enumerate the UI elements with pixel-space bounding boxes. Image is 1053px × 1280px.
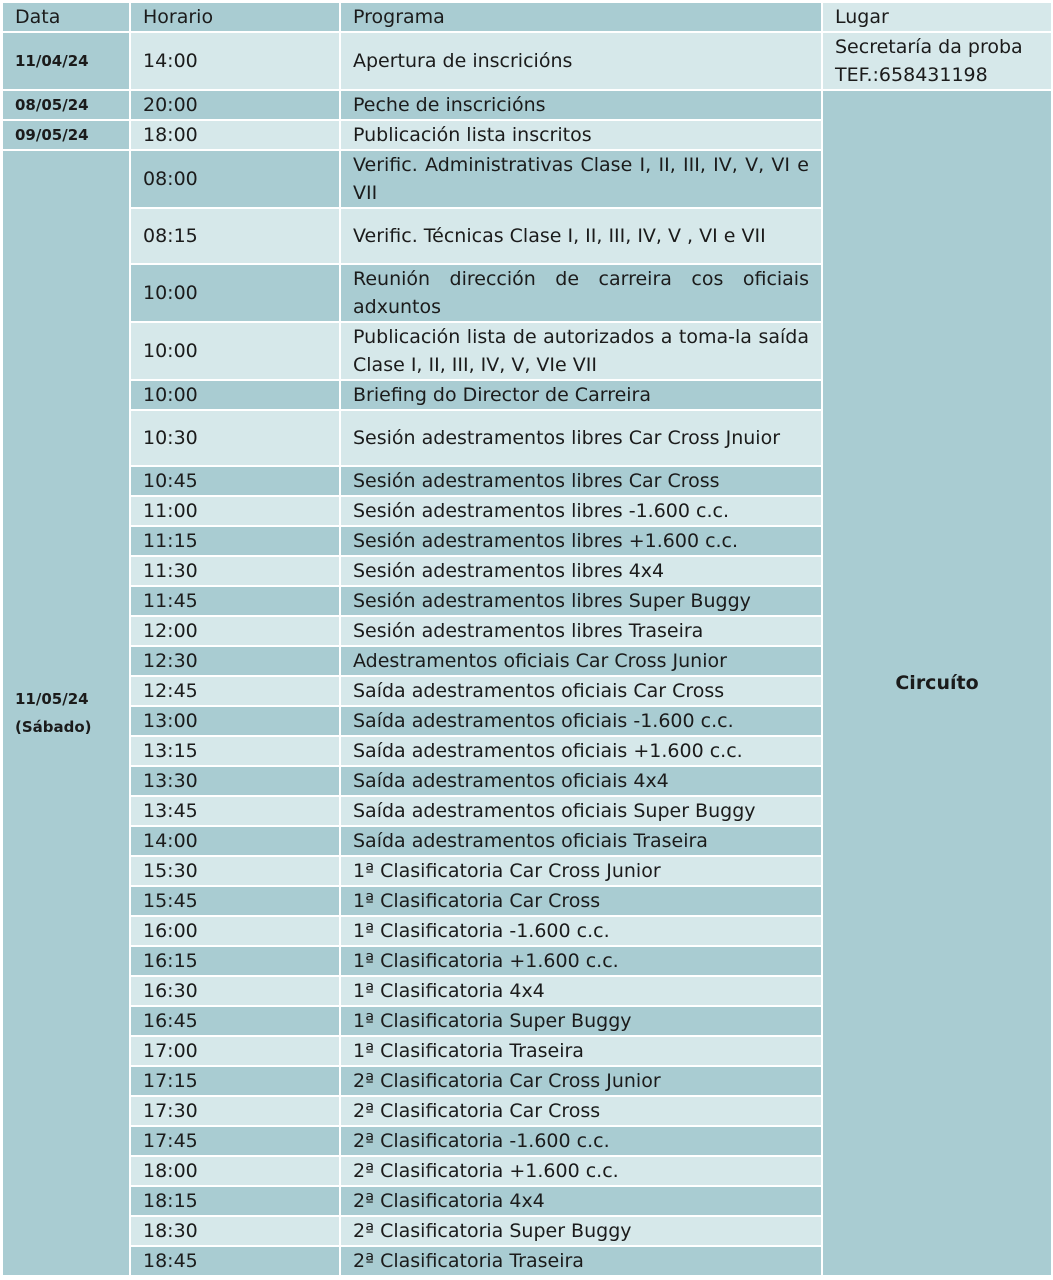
table-row bbox=[2, 32, 1052, 90]
date-label: 09/05/24 bbox=[15, 126, 89, 144]
program-cell: Publicación lista inscritos bbox=[340, 120, 822, 150]
time-cell: 16:15 bbox=[130, 946, 340, 976]
time-cell: 14:00 bbox=[130, 826, 340, 856]
program-cell: 1ª Clasificatoria 4x4 bbox=[340, 976, 822, 1006]
date-label: 11/05/24 bbox=[15, 690, 89, 708]
time-cell: 18:00 bbox=[130, 1156, 340, 1186]
program-cell: 2ª Clasificatoria Super Buggy bbox=[340, 1216, 822, 1246]
date-label: 08/05/24 bbox=[15, 96, 89, 114]
time-cell: 16:30 bbox=[130, 976, 340, 1006]
header-time: Horario bbox=[130, 2, 340, 32]
program-cell: Adestramentos oficiais Car Cross Junior bbox=[340, 646, 822, 676]
place-cell-secretaria bbox=[822, 32, 1052, 90]
program-cell: Briefing do Director de Carreira bbox=[340, 380, 822, 410]
time-cell: 18:30 bbox=[130, 1216, 340, 1246]
program-cell: Saída adestramentos oficiais Super Buggy bbox=[340, 796, 822, 826]
program-cell: Saída adestramentos oficiais -1.600 c.c. bbox=[340, 706, 822, 736]
header-row bbox=[2, 2, 1052, 32]
time-cell: 11:45 bbox=[130, 586, 340, 616]
program-cell: 2ª Clasificatoria Car Cross bbox=[340, 1096, 822, 1126]
program-cell: Sesión adestramentos libres Car Cross Jnuior bbox=[340, 410, 822, 466]
time-cell: 13:30 bbox=[130, 766, 340, 796]
time-cell: 17:00 bbox=[130, 1036, 340, 1066]
time-cell: 17:45 bbox=[130, 1126, 340, 1156]
time-cell: 18:45 bbox=[130, 1246, 340, 1276]
place-secretaria-name: Secretaría da proba bbox=[835, 36, 1023, 58]
place-secretaria-phone: TEF.:658431198 bbox=[835, 64, 988, 86]
date-cell bbox=[2, 150, 130, 1276]
time-cell: 08:15 bbox=[130, 208, 340, 264]
time-cell: 16:45 bbox=[130, 1006, 340, 1036]
time-cell: 13:00 bbox=[130, 706, 340, 736]
program-cell: Saída adestramentos oficiais Car Cross bbox=[340, 676, 822, 706]
time-cell: 20:00 bbox=[130, 90, 340, 120]
program-cell: Sesión adestramentos libres Traseira bbox=[340, 616, 822, 646]
program-cell: Peche de inscricións bbox=[340, 90, 822, 120]
program-cell: Saída adestramentos oficiais Traseira bbox=[340, 826, 822, 856]
time-cell: 10:45 bbox=[130, 466, 340, 496]
program-cell: Verific. Administrativas Clase I, II, III, IV, V, VI e VII bbox=[340, 150, 822, 208]
program-cell: Saída adestramentos oficiais +1.600 c.c. bbox=[340, 736, 822, 766]
program-cell: 1ª Clasificatoria Car Cross bbox=[340, 886, 822, 916]
table-row bbox=[2, 90, 1052, 120]
program-cell: 2ª Clasificatoria 4x4 bbox=[340, 1186, 822, 1216]
time-cell: 11:00 bbox=[130, 496, 340, 526]
program-cell: Sesión adestramentos libres 4x4 bbox=[340, 556, 822, 586]
header-place: Lugar bbox=[822, 2, 1052, 32]
program-cell: 2ª Clasificatoria Car Cross Junior bbox=[340, 1066, 822, 1096]
time-cell: 17:30 bbox=[130, 1096, 340, 1126]
program-cell: Sesión adestramentos libres Car Cross bbox=[340, 466, 822, 496]
time-cell: 18:15 bbox=[130, 1186, 340, 1216]
program-cell: 1ª Clasificatoria Super Buggy bbox=[340, 1006, 822, 1036]
program-cell: 2ª Clasificatoria Traseira bbox=[340, 1246, 822, 1276]
time-cell: 10:00 bbox=[130, 322, 340, 380]
time-cell: 11:15 bbox=[130, 526, 340, 556]
time-cell: 17:15 bbox=[130, 1066, 340, 1096]
time-cell: 12:30 bbox=[130, 646, 340, 676]
program-cell: Sesión adestramentos libres +1.600 c.c. bbox=[340, 526, 822, 556]
program-cell: Publicación lista de autorizados a toma-la saída Clase I, II, III, IV, V, VIe VII bbox=[340, 322, 822, 380]
program-cell: Reunión dirección de carreira cos oficiais adxuntos bbox=[340, 264, 822, 322]
time-cell: 15:30 bbox=[130, 856, 340, 886]
time-cell: 13:45 bbox=[130, 796, 340, 826]
date-cell bbox=[2, 120, 130, 150]
program-cell: Apertura de inscricións bbox=[340, 32, 822, 90]
time-cell: 14:00 bbox=[130, 32, 340, 90]
program-cell: Sesión adestramentos libres Super Buggy bbox=[340, 586, 822, 616]
date-cell bbox=[2, 32, 130, 90]
time-cell: 11:30 bbox=[130, 556, 340, 586]
place-cell-circuit: Circuíto bbox=[822, 90, 1052, 1276]
date-label: 11/04/24 bbox=[15, 52, 89, 70]
time-cell: 10:00 bbox=[130, 264, 340, 322]
schedule-table bbox=[1, 1, 1053, 1277]
header-date: Data bbox=[2, 2, 130, 32]
time-cell: 16:00 bbox=[130, 916, 340, 946]
time-cell: 10:00 bbox=[130, 380, 340, 410]
program-cell: Verific. Técnicas Clase I, II, III, IV, V , VI e VII bbox=[340, 208, 822, 264]
time-cell: 13:15 bbox=[130, 736, 340, 766]
time-cell: 18:00 bbox=[130, 120, 340, 150]
program-cell: 2ª Clasificatoria -1.600 c.c. bbox=[340, 1126, 822, 1156]
time-cell: 10:30 bbox=[130, 410, 340, 466]
time-cell: 08:00 bbox=[130, 150, 340, 208]
program-cell: 1ª Clasificatoria Car Cross Junior bbox=[340, 856, 822, 886]
program-cell: 1ª Clasificatoria +1.600 c.c. bbox=[340, 946, 822, 976]
program-cell: 1ª Clasificatoria Traseira bbox=[340, 1036, 822, 1066]
day-label: (Sábado) bbox=[15, 718, 92, 736]
program-cell: Sesión adestramentos libres -1.600 c.c. bbox=[340, 496, 822, 526]
program-cell: 1ª Clasificatoria -1.600 c.c. bbox=[340, 916, 822, 946]
date-cell bbox=[2, 90, 130, 120]
program-cell: 2ª Clasificatoria +1.600 c.c. bbox=[340, 1156, 822, 1186]
header-program: Programa bbox=[340, 2, 822, 32]
time-cell: 15:45 bbox=[130, 886, 340, 916]
time-cell: 12:00 bbox=[130, 616, 340, 646]
program-cell: Saída adestramentos oficiais 4x4 bbox=[340, 766, 822, 796]
time-cell: 12:45 bbox=[130, 676, 340, 706]
